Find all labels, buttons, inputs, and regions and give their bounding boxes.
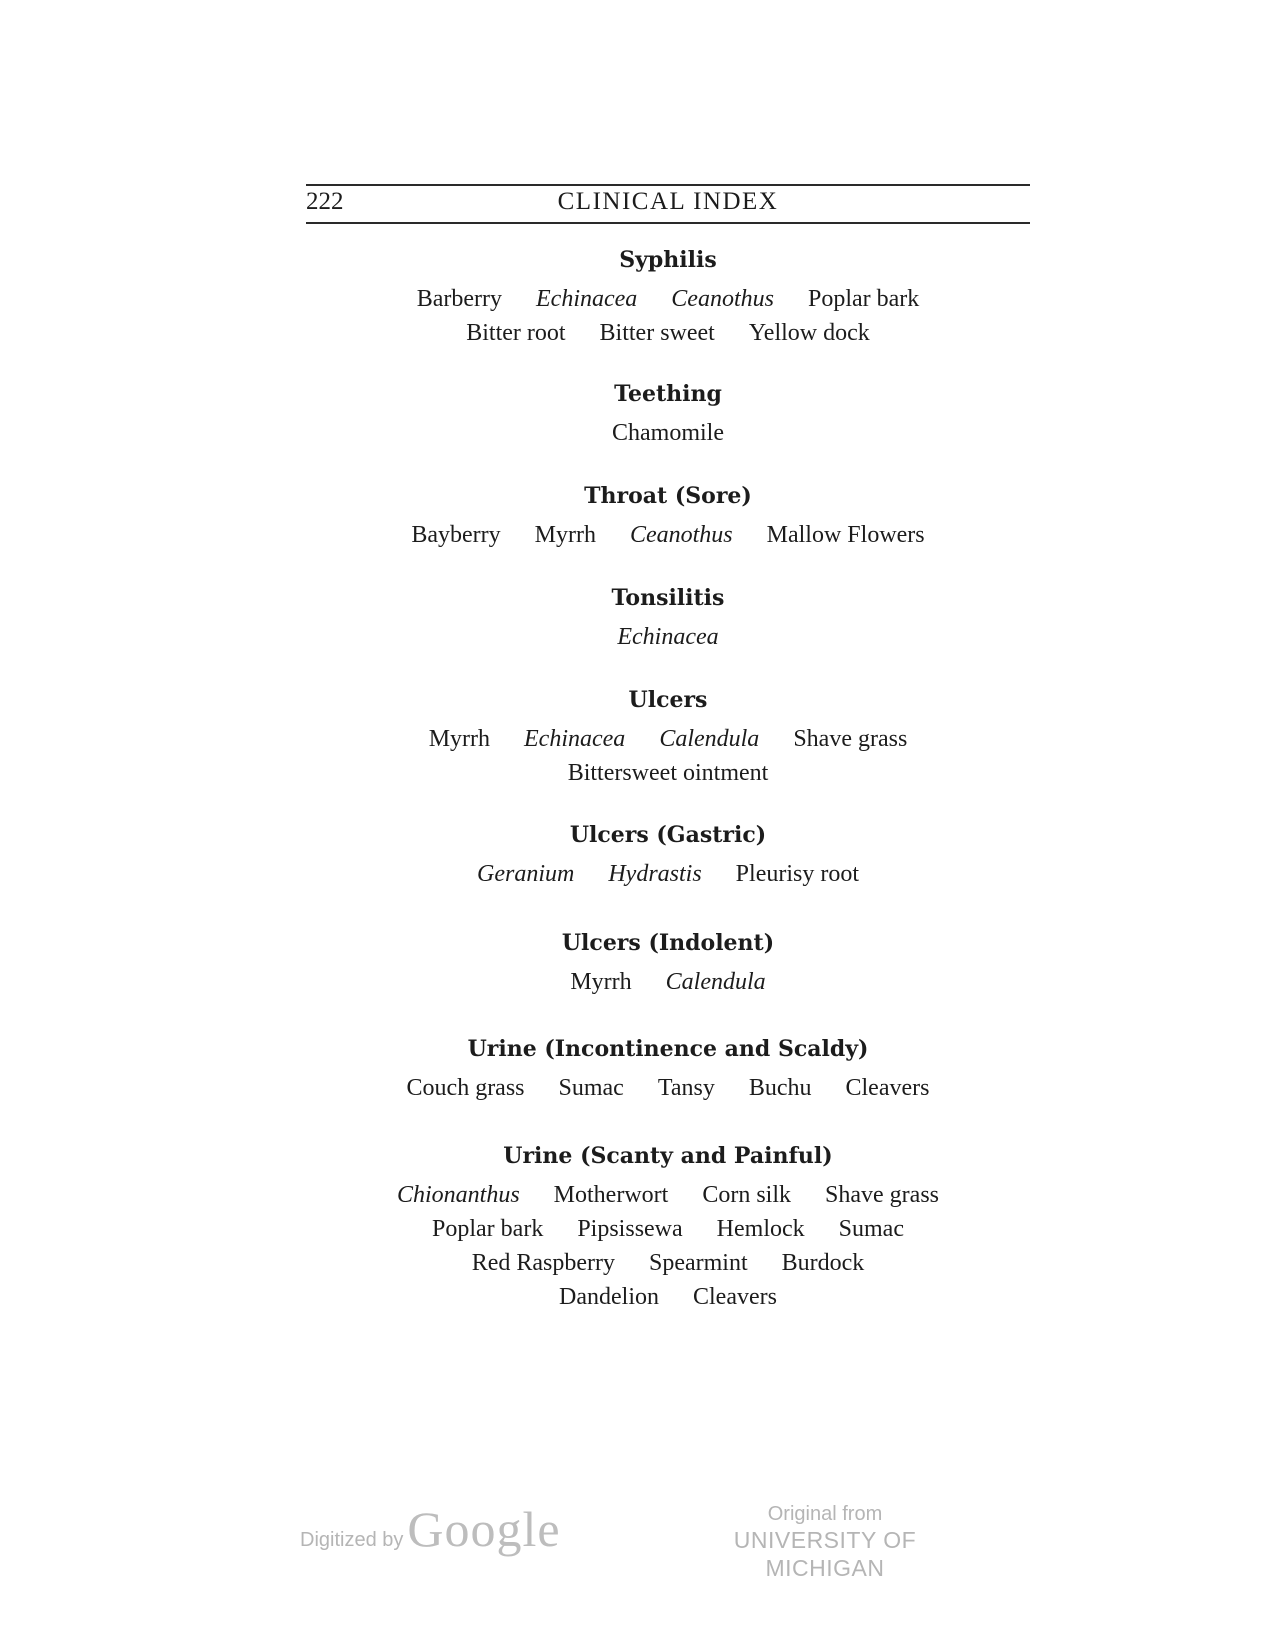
header-rule-top xyxy=(306,184,1030,186)
remedy-name: Shave grass xyxy=(825,1182,939,1208)
running-head: CLINICAL INDEX xyxy=(557,188,779,215)
remedy-name: Ceanothus xyxy=(629,522,733,548)
remedy-name: Myrrh xyxy=(570,969,632,995)
remedy-line xyxy=(306,416,1030,450)
remedy-name: Bitter sweet xyxy=(599,320,715,346)
remedy-name: Chionanthus xyxy=(396,1182,520,1208)
page-number: 222 xyxy=(306,188,344,215)
index-entry xyxy=(306,474,1030,552)
original-from-text: Original from xyxy=(767,1503,883,1525)
remedy-name: Bayberry xyxy=(411,522,501,548)
remedy-name: Chamomile xyxy=(612,420,724,446)
index-entry xyxy=(306,576,1030,654)
remedy-name: Echinacea xyxy=(524,726,626,752)
remedy-name: Spearmint xyxy=(648,1250,748,1276)
remedy-line xyxy=(306,1178,1030,1212)
entry-heading: Ulcers (Indolent) xyxy=(561,930,775,956)
remedy-name: Echinacea xyxy=(536,286,638,312)
remedy-line xyxy=(306,965,1030,999)
remedy-name: Cleavers xyxy=(693,1284,777,1310)
remedy-name: Pipsissewa xyxy=(577,1216,683,1242)
digitized-by-text: Digitized by xyxy=(300,1529,404,1551)
remedy-name: Dandelion xyxy=(559,1284,659,1310)
remedy-name: Yellow dock xyxy=(748,320,870,346)
entry-heading: Ulcers (Gastric) xyxy=(569,822,767,848)
entry-heading: Urine (Scanty and Painful) xyxy=(503,1143,833,1169)
remedy-name: Geranium xyxy=(477,861,575,887)
index-entry xyxy=(306,1134,1030,1314)
entry-heading: Teething xyxy=(614,381,722,407)
remedy-line xyxy=(306,620,1030,654)
remedy-line xyxy=(306,316,1030,350)
index-entry xyxy=(306,921,1030,999)
remedy-line xyxy=(306,722,1030,756)
remedy-name: Burdock xyxy=(781,1250,865,1276)
remedy-line xyxy=(306,1212,1030,1246)
remedy-line xyxy=(306,857,1030,891)
remedy-name: Calendula xyxy=(659,726,760,752)
index-entry xyxy=(306,372,1030,450)
index-entry xyxy=(306,813,1030,891)
remedy-name: Couch grass xyxy=(406,1075,525,1101)
remedy-name: Poplar bark xyxy=(432,1216,544,1242)
index-entry xyxy=(306,238,1030,350)
remedy-name: Ceanothus xyxy=(671,286,774,312)
remedy-name: Bittersweet ointment xyxy=(567,760,769,786)
entry-heading: Urine (Incontinence and Scaldy) xyxy=(467,1036,869,1062)
remedy-name: Shave grass xyxy=(793,726,908,752)
remedy-name: Cleavers xyxy=(845,1075,930,1101)
index-entry xyxy=(306,678,1030,790)
remedy-name: Buchu xyxy=(748,1075,812,1101)
remedy-name: Sumac xyxy=(558,1075,624,1101)
remedy-name: Echinacea xyxy=(617,624,719,650)
remedy-name: Mallow Flowers xyxy=(766,522,925,548)
google-logo: Google xyxy=(407,1501,561,1557)
remedy-name: Hemlock xyxy=(716,1216,805,1242)
remedy-name: Hydrastis xyxy=(608,861,702,887)
header-rule-bottom xyxy=(306,222,1030,224)
remedy-name: Poplar bark xyxy=(807,286,920,312)
remedy-name: Corn silk xyxy=(702,1182,792,1208)
institution-name: UNIVERSITY OF MICHIGAN xyxy=(733,1527,917,1581)
remedy-name: Bitter root xyxy=(466,320,566,346)
remedy-name: Myrrh xyxy=(428,726,491,752)
remedy-name: Sumac xyxy=(838,1216,904,1242)
entry-heading: Ulcers xyxy=(628,687,708,713)
remedy-name: Barberry xyxy=(416,286,502,312)
remedy-name: Motherwort xyxy=(553,1182,669,1208)
entry-heading: Throat (Sore) xyxy=(584,483,752,509)
remedy-name: Tansy xyxy=(657,1075,715,1101)
remedy-line xyxy=(306,1071,1030,1105)
index-entry xyxy=(306,1027,1030,1105)
remedy-line xyxy=(306,518,1030,552)
remedy-name: Calendula xyxy=(665,969,766,995)
remedy-name: Myrrh xyxy=(534,522,596,548)
remedy-line xyxy=(306,756,1030,790)
remedy-line xyxy=(306,1246,1030,1280)
remedy-line xyxy=(306,282,1030,316)
digitized-by-watermark xyxy=(300,1500,561,1560)
remedy-name: Red Raspberry xyxy=(471,1250,615,1276)
remedy-name: Pleurisy root xyxy=(735,861,859,887)
entry-heading: Syphilis xyxy=(619,247,717,273)
entry-heading: Tonsilitis xyxy=(611,585,725,611)
remedy-line xyxy=(306,1280,1030,1314)
original-from-watermark xyxy=(690,1502,960,1582)
